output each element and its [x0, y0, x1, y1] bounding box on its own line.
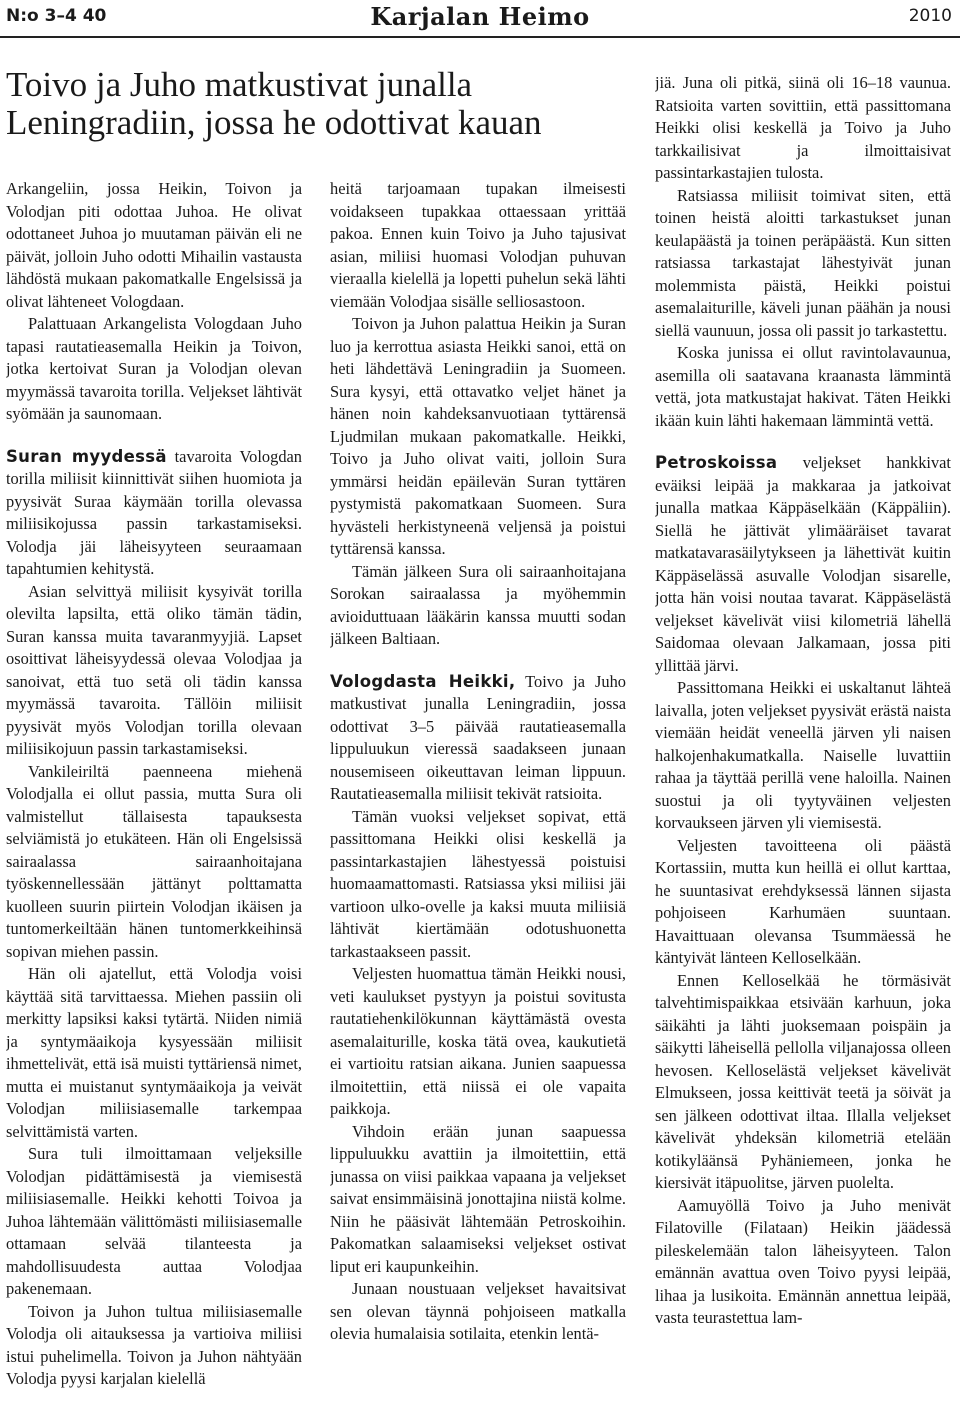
issue-number: N:o 3–4 40 — [6, 6, 107, 26]
paragraph — [655, 452, 951, 677]
column-2 — [330, 178, 626, 1406]
paragraph — [6, 446, 302, 581]
paragraph: Toivon ja Juhon tultua miliisiasemalle Volodja oli aitauksessa ja vartioiva miliisi istui puhelimella. Toivon ja Juhon nähtyään Volodja pyysi karjalan kielellä — [6, 1301, 302, 1388]
column-3 — [655, 72, 951, 1406]
paragraph: Veljesten tavoitteena oli päästä Kortassiin, mutta kun heillä ei ollut karttaa, he suuntasivat erehdyksessä lännen sijasta pohjoiseen Karhumäen suuntaan. Havaittuaan olevansa Tsummäessä he käntyivät länteen Kelloselkään. — [655, 835, 951, 967]
paragraph-text: veljekset hankkivat eväiksi leipää ja makkaraa ja jatkoivat junalla matkaa Käppäselkään (Käppäliin). Siellä he jättivät ylimääräiset tavarat matkatavarasäilytykseen ja lähettivät kuitin Käppäselässä asuvalle Volodjan sisarelle, jotta hän voisi noutaa tavarat. Käppäselästä veljekset kävelivät viisi kilometriä lähellä Saidomaa olevaan Jalkamaan, jossa piti yllittää järvi. — [655, 453, 951, 675]
paragraph: Aamuyöllä Toivo ja Juho menivät Filatoville (Filataan) Heikin jäädessä pileskelemään talon läheisyyteen. Talon emännän avattua oven Toivo pyysi leipää, lihaa ja lusikoita. Emännän annettua leipää, vasta teurastettua lam- — [655, 1195, 951, 1327]
paragraph: Hän oli ajatellut, että Volodja voisi käyttää sitä tarvittaessa. Miehen passiin oli merkitty lapsiksi kaksi tytärtä. Niiden nimiä ja syntymäaikoja kysyessään miliisit ihmettelivät, että isä muisti tyttäriensä nimet, mutta ei muistanut syntymäaikoja ja veivät Volodjan miliisiasemalle tarkempaa selvittämistä varten. — [6, 964, 302, 1141]
paragraph: Palattuaan Arkangelista Vologdaan Juho tapasi rautatieasemalla Heikin ja Toivon, jotka kertoivat Suran ja Volodjan olevan myymässä tavaroita torilla. Veljekset lähtivät syömään ja saunomaan. — [6, 314, 302, 423]
paragraph: Koska junissa ei ollut ravintolavaunua, asemilla oli saatavana kraanasta lämmintä vettä, jota matkustajat hakivat. Täten Heikki ikään kuin lähti hakemaan lämmintä vettä. — [655, 343, 951, 430]
column-1 — [6, 178, 302, 1406]
paragraph: Passittomana Heikki ei uskaltanut lähteä laivalla, joten veljekset pyysivät erästä naista viemään heidät veneellä järven yli naisen halkojenhakumatkalla. Naiselle luvattiin rahaa ja täyttää perillä vene haloilla. Nainen suostui ja oli tyytyväinen veljesten korvaukseen järven yli viemisestä. — [655, 678, 951, 832]
paragraph: Arkangeliin, jossa Heikin, Toivon ja Volodjan piti odottaa Juhoa. He olivat odottaneet Juhoa jo muutaman päivän eli ne päivät, jolloin Juho odotti Mihailin vastausta lähdöstä mukaan pakomatkalle Engelsissä ja olivat lähteneet Vologdaan. — [6, 179, 302, 311]
section-lead: Petroskoissa — [655, 453, 778, 472]
paragraph: heitä tarjoamaan tupakan ilmeisesti voidakseen tupakkaa ottaessaan yrittää pakoa. Ennen kuin Toivo ja Juho tajusivat asian, miliisi huomasi Volodjan puhuvan vieraalla kielellä ja lopetti puhelun sekä lähti viemään Volodjaa sisälle selliosastoon. — [330, 179, 626, 311]
section-lead: Suran myydessä — [6, 446, 167, 466]
newspaper-name: Karjalan Heimo — [370, 2, 590, 31]
paragraph: Ennen Kelloselkää he törmäsivät talvehtimispaikkaa etsivään karhuun, joka säikähti ja lähti juoksemaan poispäin ja säikytti läheisellä pellolla viljanajossa olleen hevosen. Kelloselästä veljekset kävelivät Elmukseen, jossa keittivät teetä ja söivät ja sen jälkeen odottivat iltaa. Illalla veljekset kävelivät yhdeksän kilometriä etelään kotikyläänsä Pyhäniemeen, jonka he kiersivät itäpuolitse, järven puolelta. — [655, 970, 951, 1192]
article-title: Toivo ja Juho matkustivat junalla Leningradiin, jossa he odottivat kauan — [6, 65, 542, 142]
page-header — [0, 0, 960, 38]
paragraph: Asian selvittyä miliisit kysyivät torilla olevilta lapsilta, että oliko tämän tädin, Suran kanssa muita tavaranmyyjiä. Lapset osoittivat läheisyydessä olevaa Volodjaa ja sanoivat, että tuo setä oli tädin kanssa myymässä tavaroita. Tällöin miliisit pyysivät myös Volodjan torilla olevaan miliisikojuun passin tarkastamiseksi. — [6, 581, 302, 758]
paragraph-text: tavaroita Vologdan torilla miliisit kiinnittivät siihen huomiota ja pyysivät Suraa käymään torilla olevassa miliisikojussa passin tarkastamiseksi. Volodja jäi läheisyyteen seuraamaan tapahtumien kehitystä. — [6, 446, 302, 578]
paragraph: Ratsiassa miliisit toimivat siten, että toinen heistä aloitti tarkastukset junan keulapäästä ja toinen peräpäästä. Kun sitten ratsiassa tarkastajat lähestyivät junan molemmista päistä, Heikki poistui asemalaiturille, käveli junan päähän ja nousi siellä vaunuun, jossa oli passit jo tarkastettu. — [655, 185, 951, 340]
paragraph: Vankileiriltä paenneena miehenä Volodjalla ei ollut passia, mutta Sura oli valmistellut tällaisesta tapauksesta selviämistä jo etukäteen. Hän oli Engelsissä sairaalassa sairaanhoitajana työskennellessään jättänyt polttamatta kuolleen suurin piirtein Volodjan ikäisen ja tuntomerkeiltään hänen tuntomerkkeihinsä sopivan miehen passin. — [6, 761, 302, 961]
paragraph: Sura tuli ilmoittamaan veljeksille Volodjan pidättämisestä ja viemisestä miliisiasemalle. Heikki kehotti Toivoa ja Juhoa lähtemään välittömästi miliisiasemalle ottamaan selvää tilanteesta ja mahdollisuudesta auttaa Volodjaa pakenemaan. — [6, 1144, 302, 1298]
paragraph: Tämän jälkeen Sura oli sairaanhoitajana Sorokan sairaalassa ja myöhemmin avioiduttuaan lääkärin kanssa muutti sodan jälkeen Baltiaan. — [330, 561, 626, 648]
paragraph — [330, 671, 626, 806]
section-lead: Vologdasta Heikki, — [330, 671, 516, 691]
paragraph: jiä. Juna oli pitkä, siinä oli 16–18 vaunua. Ratsioita varten sovittiin, että passittomana Heikki olisi keskellä ja Toivo ja Juho tarkkailisivat ja ilmoittaisivat passintarkastajien tulosta. — [655, 73, 951, 182]
paragraph: Toivon ja Juhon palattua Heikin ja Suran luo ja kerrottua asiasta Heikki sanoi, että on heti lähdettävä Leningradiin ja Suomeen. Sura kysyi, että ottavatko veljet hänet ja hänen noin kahdeksanvuotiaan tyttärensä Ljudmilan mukaan pakomatkalle. Heikki, Toivo ja Juho olivat vaiti, jolloin Sura ymmärsi heidän epäilevän Suran tyttären pystymistä pakomatkaan Suomeen. Sura hyvästeli herkistyneenä veljensä ja poistui tyttärensä kanssa. — [330, 314, 626, 558]
paragraph: Junaan noustuaan veljekset havaitsivat sen olevan täynnä pohjoiseen matkalla olevia humalaisia sotilaita, etenkin lentä- — [330, 1279, 626, 1343]
paragraph-text: Toivo ja Juho matkustivat junalla Leningradiin, jossa odottivat 3–5 päivää rautatieasemalla lippuluukun vieressä saadakseen junaan nousemiseen oikeuttavan leiman lippuun. Rautatieasemalla miliisit tekivät ratsioita. — [330, 671, 626, 803]
paragraph: Tämän vuoksi veljekset sopivat, että passittomana Heikki olisi keskellä ja passintarkastajien lähestyessä poistuisi huomaamattomasti. Ratsiassa yksi miliisi jäi vartioon ulko-ovelle ja kaksi muuta miliisiä lähtivät kiertämään odotushuonetta tarkastaakseen passit. — [330, 806, 626, 961]
header-rule — [0, 36, 960, 38]
issue-year: 2010 — [908, 6, 952, 26]
paragraph: Vihdoin erään junan saapuessa lippuluukku avattiin ja ilmoitettiin, että junassa on viisi paikkaa vapaana ja veljekset saivat ensimmäisinä jonottajina niistä kolme. Niin he pääsivät lähtemään Petroskoihin. Pakomatkan salaamiseksi veljekset ostivat liput eri kaupunkeihin. — [330, 1121, 626, 1276]
paragraph: Veljesten huomattua tämän Heikki nousi, veti kaulukset pystyyn ja poistui sovitusta rautatiehenkilökunnan käyttämästä ovesta asemalaiturille, koska tätä ovea, kaukutietä ei vartioitu ratsian aikana. Junien saapuessa ilmoitettiin, että niissä ei ole vapaita paikkoja. — [330, 964, 626, 1118]
